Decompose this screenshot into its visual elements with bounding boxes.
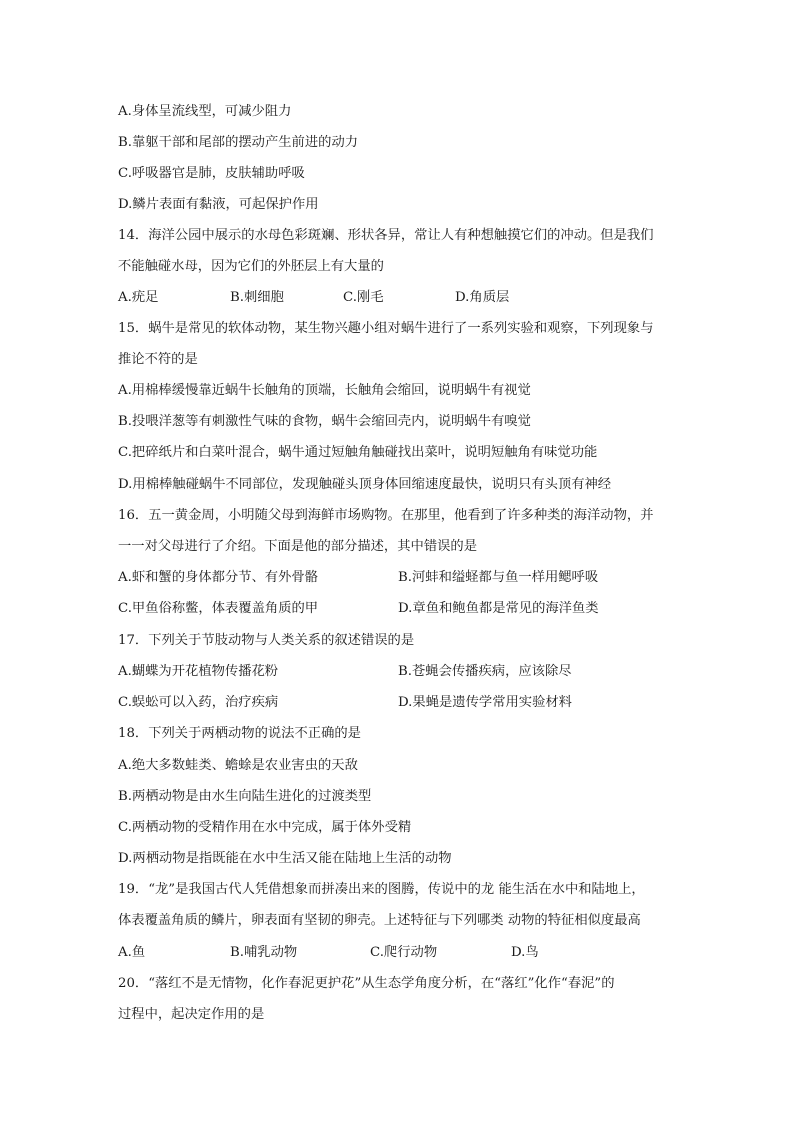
q18-option-c: C.两栖动物的受精作用在水中完成，属于体外受精 (118, 820, 412, 835)
q14-option-c: C.刚毛 (343, 290, 384, 305)
q15-option-a: A.用棉棒缓慢靠近蜗牛长触角的顶端，长触角会缩回，说明蜗牛有视觉 (118, 383, 531, 398)
q18-option-b: B.两栖动物是由水生向陆生进化的过渡类型 (118, 789, 372, 804)
q19-option-d: D.鸟 (511, 945, 539, 960)
q19-option-c: C.爬行动物 (370, 945, 438, 960)
q13-option-a: A.身体呈流线型，可减少阻力 (118, 104, 292, 119)
q14-stem-line-1: 14．海洋公园中展示的水母色彩斑斓、形状各异，常让人有种想触摸它们的冲动。但是我们 (118, 228, 654, 243)
q15-option-d: D.用棉棒触碰蜗牛不同部位，发现触碰头顶身体回缩速度最快，说明只有头顶有神经 (118, 477, 612, 492)
q14-option-b: B.刺细胞 (230, 290, 284, 305)
q16-option-a: A.虾和蟹的身体都分节、有外骨骼 (118, 570, 318, 585)
q14-option-d: D.角质层 (455, 290, 510, 305)
q15-stem-line-1: 15．蜗牛是常见的软体动物，某生物兴趣小组对蜗牛进行了一系列实验和观察，下列现象与 (118, 321, 654, 336)
q14-stem-line-2: 不能触碰水母，因为它们的外胚层上有大量的 (118, 259, 384, 274)
q18-option-a: A.绝大多数蛙类、蟾蜍是农业害虫的天敌 (118, 758, 358, 773)
q15-option-c: C.把碎纸片和白菜叶混合，蜗牛通过短触角触碰找出菜叶，说明短触角有味觉功能 (118, 445, 598, 460)
q17-option-b: B.苍蝇会传播疾病，应该除尽 (398, 664, 572, 679)
q16-option-c: C.甲鱼俗称鳖，体表覆盖角质的甲 (118, 601, 319, 616)
q17-option-c: C.蜈蚣可以入药，治疗疾病 (118, 695, 279, 710)
q19-option-b: B.哺乳动物 (230, 945, 298, 960)
q13-option-c: C.呼吸器官是肺，皮肤辅助呼吸 (118, 166, 305, 181)
q13-option-d: D.鳞片表面有黏液，可起保护作用 (118, 197, 319, 212)
q20-stem-line-1: 20．“落红不是无情物，化作春泥更护花”从生态学角度分析，在“落红”化作“春泥”的 (118, 976, 615, 991)
q20-stem-line-2: 过程中，起决定作用的是 (118, 1007, 265, 1022)
q17-option-a: A.蝴蝶为开花植物传播花粉 (118, 664, 279, 679)
q15-stem-line-2: 推论不符的是 (118, 352, 198, 367)
q13-option-b: B.靠躯干部和尾部的摆动产生前进的动力 (118, 135, 359, 150)
q19-option-a: A.鱼 (118, 945, 146, 960)
q16-option-d: D.章鱼和鲍鱼都是常见的海洋鱼类 (398, 601, 599, 616)
q19-stem-line-1: 19．“龙”是我国古代人凭借想象而拼凑出来的图腾，传说中的龙 能生活在水中和陆地上， (118, 882, 645, 897)
q15-option-b: B.投喂洋葱等有刺激性气味的食物，蜗牛会缩回壳内，说明蜗牛有嗅觉 (118, 414, 531, 429)
q18-option-d: D.两栖动物是指既能在水中生活又能在陆地上生活的动物 (118, 851, 452, 866)
q18-stem-line-1: 18．下列关于两栖动物的说法不正确的是 (118, 726, 361, 741)
q16-stem-line-2: 一一对父母进行了介绍。下面是他的部分描述，其中错误的是 (118, 539, 478, 554)
q17-stem-line-1: 17．下列关于节肢动物与人类关系的叙述错误的是 (118, 633, 415, 648)
q19-stem-line-2: 体表覆盖角质的鳞片，卵表面有坚韧的卵壳。上述特征与下列哪类 动物的特征相似度最高 (118, 913, 641, 928)
q16-option-b: B.河蚌和缢蛏都与鱼一样用鳃呼吸 (398, 570, 599, 585)
q17-option-d: D.果蝇是遗传学常用实验材料 (398, 695, 572, 710)
q14-option-a: A.疣足 (118, 290, 159, 305)
q16-stem-line-1: 16．五一黄金周，小明随父母到海鲜市场购物。在那里，他看到了许多种类的海洋动物，并 (118, 508, 654, 523)
